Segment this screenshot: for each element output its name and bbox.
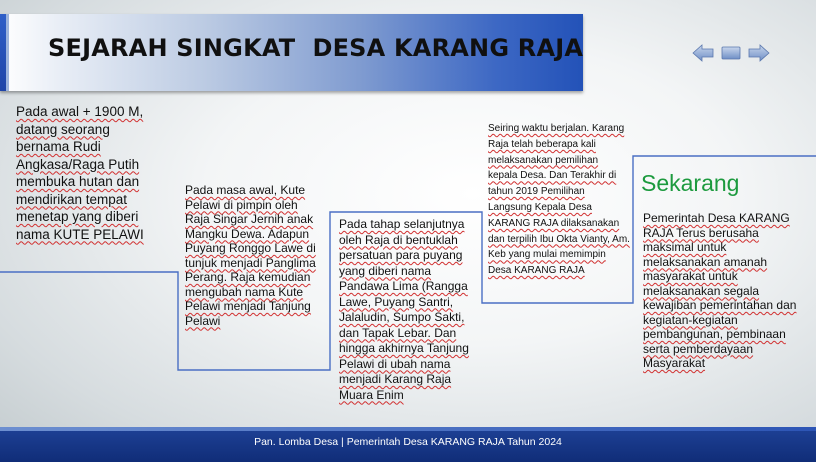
title-banner: [0, 14, 583, 91]
slide-icon[interactable]: [720, 44, 742, 62]
history-text-3-content: Pada tahap selanjutnya oleh Raja di bentuklah persatuan para puyang yang diberi nama Pandawa Lima (Rangga Lawe, Puyang Santri, Jalaludin, Sumpo Sakti, dan Tapak Lebar. Dan hingga akhirnya Tanjung Pelawi di ubah nama menjadi Karang Raja Muara Enim: [339, 217, 469, 402]
history-text-3: [339, 217, 479, 403]
arrow-right-icon[interactable]: [748, 44, 770, 62]
history-text-2-content: Pada masa awal, Kute Pelawi di pimpin oleh Raja Singar Jernih anak Mangku Dewa. Adapun Puyang Ronggo Lawe di tunjuk menjadi Panglima Perang. Raja kemudian mengubah nama Kute Pelawi menjadi Tanjung Pelawi: [185, 183, 316, 328]
sekarang-text-content: Pemerintah Desa KARANG RAJA Terus berusaha maksimal untuk melaksanakan amanah masyarakat untuk melaksanakan segala kewajiban pemerintahan dan kegiatan-kegiatan pembangunan, pembinaan serta pemberdayaan Masyarakat: [643, 211, 797, 370]
slide-navigation: [692, 44, 770, 62]
sekarang-text: [643, 211, 803, 371]
sekarang-heading: Sekarang: [641, 170, 740, 196]
history-text-4-content: Seiring waktu berjalan. Karang Raja telah beberapa kali melaksanakan pemilihan kepala Desa. Dan Terakhir di tahun 2019 Pemilihan Langsung Kepala Desa KARANG RAJA dilaksanakan dan terpilih Ibu Okta Vianty, Am. Keb yang mulai memimpin Desa KARANG RAJA: [488, 123, 630, 277]
footer-bar: [0, 431, 816, 462]
history-text-4: [488, 121, 630, 279]
history-text-2: [185, 183, 325, 328]
slide-title: SEJARAH SINGKAT DESA KARANG RAJA: [48, 34, 583, 62]
history-text-1: [16, 103, 166, 243]
footer-text: Pan. Lomba Desa | Pemerintah Desa KARANG RAJA Tahun 2024: [254, 436, 562, 448]
history-text-1-content: Pada awal + 1900 M, datang seorang bernama Rudi Angkasa/Raga Putih membuka hutan dan mendirikan tempat menetap yang diberi nama KUTE PELAWI: [16, 104, 144, 242]
arrow-left-icon[interactable]: [692, 44, 714, 62]
